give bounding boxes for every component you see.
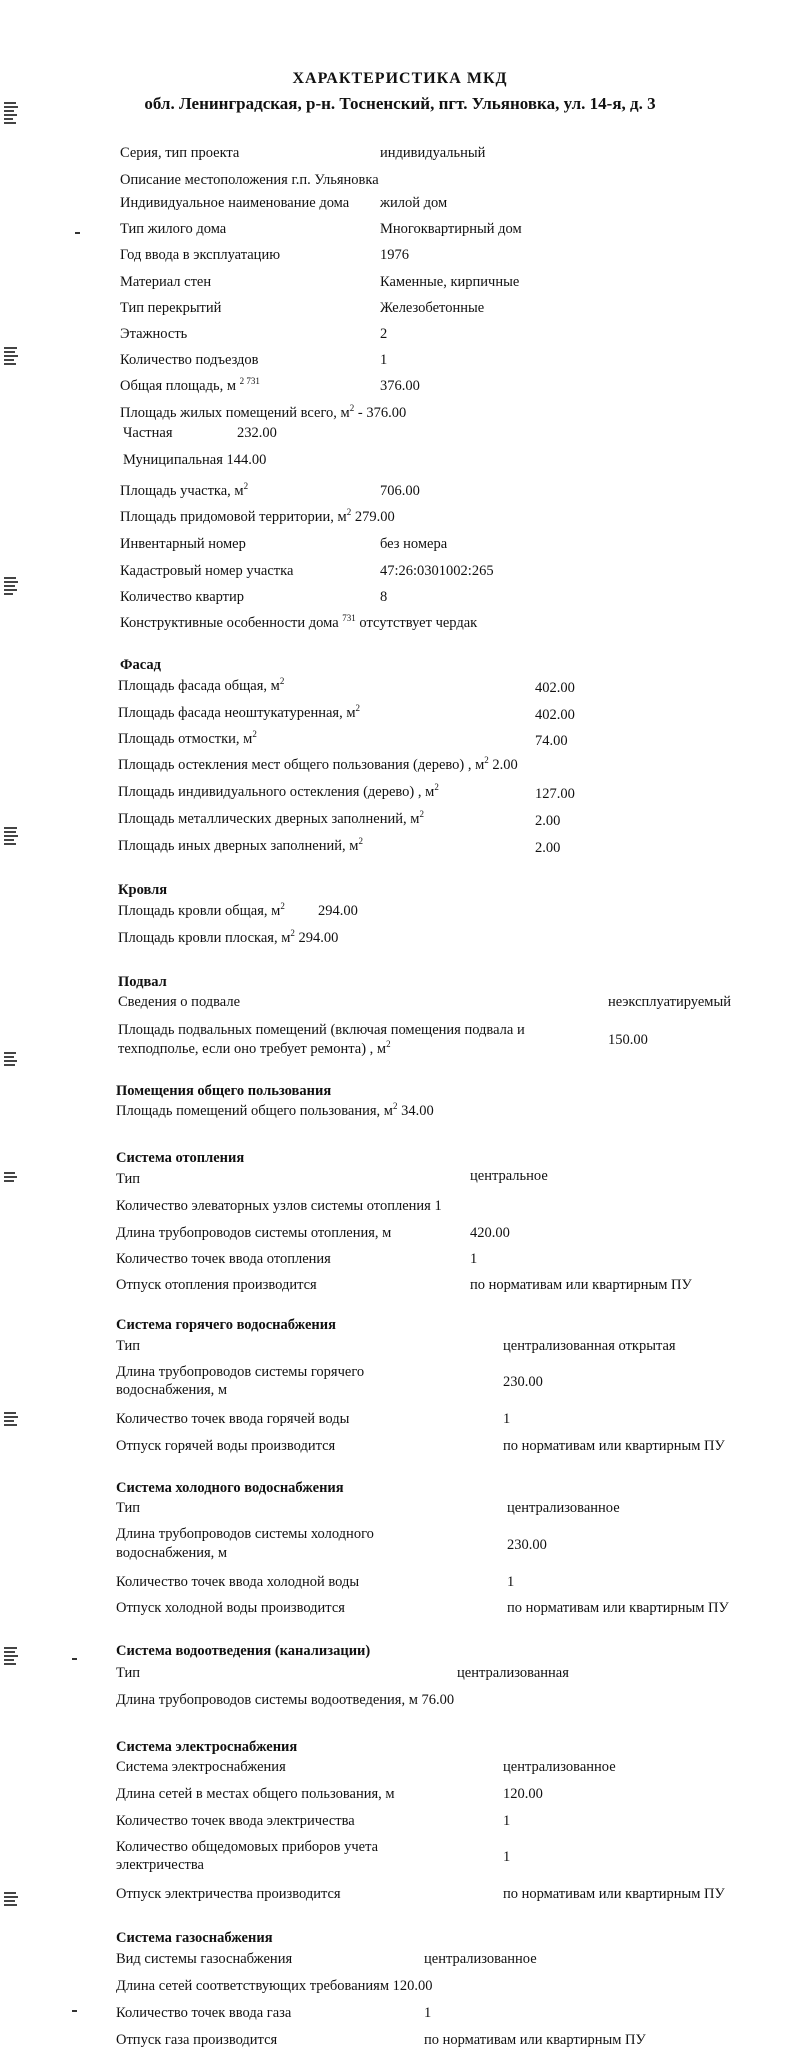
cold-water-supply-label: Отпуск холодной воды производится (116, 1600, 345, 1616)
heating-inputs-label: Количество точек ввода отопления (116, 1251, 331, 1267)
cold-water-supply-value: по нормативам или квартирным ПУ (507, 1600, 729, 1616)
hot-water-pipes-label-2: водоснабжения, м (116, 1382, 228, 1398)
heating-type-value: центральное (470, 1168, 548, 1184)
sewage-pipes-value: 76.00 (421, 1692, 455, 1708)
features-value: отсутствует чердак (359, 615, 478, 631)
scan-mark (4, 1050, 20, 1096)
electric-system-label: Система электроснабжения (116, 1759, 286, 1775)
facade-row: Площадь фасада неоштукатуренная, $м^2$ (118, 703, 361, 721)
gas-inputs-value: 1 (424, 2005, 432, 2021)
flats-value: 8 (380, 589, 388, 605)
electric-system-value: централизованное (503, 1759, 616, 1775)
living-area-value: - 376.00 (357, 405, 407, 421)
house-type-value: Многоквартирный дом (380, 221, 522, 237)
unit-superscript: 2 (484, 755, 489, 766)
common-heading: Помещения общего пользования (116, 1083, 332, 1099)
cadastral-value: 47:26:0301002:265 (380, 563, 494, 579)
gas-type-label: Вид системы газоснабжения (116, 1951, 293, 1967)
scan-dot (72, 1658, 77, 1660)
gas-supply-value: по нормативам или квартирным ПУ (424, 2032, 646, 2048)
common-area-label: Площадь помещений общего пользования, $м^2$ 34.00 (116, 1101, 434, 1119)
entrances-value: 1 (380, 352, 388, 368)
hot-water-supply-value: по нормативам или квартирным ПУ (503, 1438, 725, 1454)
unit-superscript: 2 (419, 809, 424, 820)
unit-superscript: 2 (252, 729, 257, 740)
electric-network-value: 120.00 (503, 1786, 543, 1802)
electric-inputs-label: Количество точек ввода электричества (116, 1813, 355, 1829)
inventory-label: Инвентарный номер (120, 536, 246, 552)
cold-water-pipes-label-2: водоснабжения, м (116, 1545, 228, 1561)
scan-mark (4, 1890, 20, 1936)
house-name-value: жилой дом (380, 195, 448, 211)
heating-inputs-value: 1 (470, 1251, 478, 1267)
total-area-value: 376.00 (380, 378, 420, 394)
electric-supply-label: Отпуск электричества производится (116, 1886, 341, 1902)
facade-heading: Фасад (120, 657, 161, 673)
cadastral-label: Кадастровый номер участка (120, 563, 294, 579)
series-value: индивидуальный (380, 145, 486, 161)
hot-water-supply-label: Отпуск горячей воды производится (116, 1438, 336, 1454)
hot-water-heading: Система горячего водоснабжения (116, 1317, 336, 1333)
electric-heading: Система электроснабжения (116, 1739, 298, 1755)
roof-total-value: 294.00 (318, 903, 358, 919)
facade-value: 74.00 (535, 733, 568, 749)
heating-supply-value: по нормативам или квартирным ПУ (470, 1277, 692, 1293)
basement-info-value: неэксплуатируемый (608, 994, 731, 1010)
scan-mark (4, 1410, 20, 1456)
entrances-label: Количество подъездов (120, 352, 259, 368)
plot-area-label: Площадь участка, $м^2$ (120, 481, 249, 499)
cold-water-inputs-label: Количество точек ввода холодной воды (116, 1574, 360, 1590)
municipal-value: 144.00 (226, 452, 267, 468)
unit-superscript: 2 (358, 836, 363, 847)
gas-type-value: централизованное (424, 1951, 537, 1967)
scan-mark (4, 1645, 20, 1691)
document-address: обл. Ленинградская, р-н. Тосненский, пгт. Ульяновка, ул. 14-я, д. 3 (144, 94, 656, 113)
facade-row: Площадь остекления мест общего пользования (дерево) , $м^2$ 2.00 (118, 755, 518, 773)
sewage-pipes-label: Длина трубопроводов системы водоотведения, м 76.00 (116, 1692, 455, 1708)
facade-value: 402.00 (535, 707, 575, 723)
unit-superscript: 2 (434, 782, 439, 793)
heating-pipes-label: Длина трубопроводов системы отопления, м (116, 1225, 392, 1241)
sewage-type-label: Тип (116, 1665, 141, 1681)
basement-area-value: 150.00 (608, 1032, 648, 1048)
hot-water-pipes-label-1: Длина трубопроводов системы горячего (116, 1364, 365, 1380)
roof-total-label: Площадь кровли общая, $м^2$ (118, 901, 285, 919)
electric-meters-label-1: Количество общедомовых приборов учета (116, 1839, 379, 1855)
basement-heading: Подвал (118, 974, 167, 990)
unit-superscript: 2 (386, 1039, 391, 1050)
cold-water-heading: Система холодного водоснабжения (116, 1480, 344, 1496)
cold-water-pipes-label-1: Длина трубопроводов системы холодного (116, 1526, 374, 1542)
gas-network-label: Длина сетей соответствующих требованиям 120.00 (116, 1978, 433, 1994)
facade-value: 402.00 (535, 680, 575, 696)
basement-info-label: Сведения о подвале (118, 994, 241, 1010)
facade-value: 2.00 (535, 840, 561, 856)
location-line: Описание местоположения г.п. Ульяновка (120, 172, 379, 188)
sewage-heading: Система водоотведения (канализации) (116, 1643, 371, 1659)
roof-flat-value: 294.00 (298, 930, 339, 946)
scan-dot (75, 232, 80, 234)
facade-row: Площадь отмостки, $м^2$ (118, 729, 257, 747)
facade-value: 2.00 (535, 813, 561, 829)
walls-value: Каменные, кирпичные (380, 274, 520, 290)
heating-elevator-value: 1 (434, 1198, 442, 1214)
unit-superscript: 2 (290, 928, 295, 939)
unit-superscript: 2 (346, 507, 352, 518)
scan-mark (4, 100, 20, 146)
unit-superscript: 731 (342, 613, 356, 624)
heating-type-label: Тип (116, 1171, 141, 1187)
year-label: Год ввода в эксплуатацию (120, 247, 281, 263)
year-value: 1976 (380, 247, 409, 263)
municipal-label: Муниципальная 144.00 (123, 452, 267, 468)
gas-inputs-label: Количество точек ввода газа (116, 2005, 292, 2021)
series-label: Серия, тип проекта (120, 145, 240, 161)
cold-water-inputs-value: 1 (507, 1574, 515, 1590)
electric-meters-value: 1 (503, 1849, 511, 1865)
walls-label: Материал стен (120, 274, 212, 290)
electric-meters-label-2: электричества (116, 1857, 204, 1873)
hot-water-type-value: централизованная открытая (503, 1338, 676, 1354)
flats-label: Количество квартир (120, 589, 245, 605)
basement-area-label-2: техподполье, если оно требует ремонта) , $м^2$ (118, 1039, 391, 1057)
cold-water-type-value: централизованное (507, 1500, 620, 1516)
electric-inputs-value: 1 (503, 1813, 511, 1829)
heating-pipes-value: 420.00 (470, 1225, 510, 1241)
scan-mark (4, 575, 20, 621)
hot-water-inputs-value: 1 (503, 1411, 511, 1427)
features-label: Конструктивные особенности дома $^{731}$ отсутствует чердак (120, 613, 478, 631)
floors-type-label: Тип перекрытий (120, 300, 222, 316)
heating-elevator-label: Количество элеваторных узлов системы отопления 1 (116, 1198, 442, 1214)
private-label: Частная (123, 425, 173, 441)
scan-mark (4, 1170, 20, 1216)
electric-supply-value: по нормативам или квартирным ПУ (503, 1886, 725, 1902)
unit-superscript: 2 (279, 676, 285, 687)
unit-superscript: 2 (349, 403, 355, 414)
total-area-label: Общая площадь, м $^{2 731}$ (120, 376, 260, 394)
scan-dot (72, 2010, 77, 2012)
storeys-value: 2 (380, 326, 388, 342)
house-type-label: Тип жилого дома (120, 221, 227, 237)
gas-supply-label: Отпуск газа производится (116, 2032, 278, 2048)
facade-value: 2.00 (492, 757, 518, 773)
unit-superscript: 2 (392, 1101, 398, 1112)
facade-row: Площадь металлических дверных заполнений, $м^2$ (118, 809, 424, 827)
storeys-label: Этажность (120, 326, 188, 342)
living-area-label: Площадь жилых помещений всего, $м^2 - 376.00$ (120, 403, 407, 421)
cold-water-type-label: Тип (116, 1500, 141, 1516)
plot-area-value: 706.00 (380, 483, 420, 499)
facade-row: Площадь фасада общая, $м^2$ (118, 676, 285, 694)
hot-water-inputs-label: Количество точек ввода горячей воды (116, 1411, 350, 1427)
house-name-label: Индивидуальное наименование дома (120, 195, 350, 211)
document-title: ХАРАКТЕРИСТИКА МКД (292, 70, 508, 87)
hot-water-type-label: Тип (116, 1338, 141, 1354)
gas-network-value: 120.00 (392, 1978, 433, 1994)
sewage-type-value: централизованная (457, 1665, 569, 1681)
roof-flat-label: Площадь кровли плоская, $м^2$ 294.00 (118, 928, 339, 946)
inventory-value: без номера (380, 536, 448, 552)
unit-superscript: 2 731 (239, 376, 260, 387)
scan-mark (4, 825, 20, 871)
private-value: 232.00 (237, 425, 277, 441)
roof-heading: Кровля (118, 882, 168, 898)
facade-row: Площадь индивидуального остекления (дерево) , $м^2$ (118, 782, 439, 800)
unit-superscript: 2 (280, 901, 285, 912)
cold-water-pipes-value: 230.00 (507, 1537, 547, 1553)
yard-area-value: 279.00 (354, 509, 395, 525)
unit-superscript: 2 (355, 703, 361, 714)
common-area-value: 34.00 (401, 1103, 434, 1119)
facade-value: 127.00 (535, 786, 575, 802)
unit-superscript: 2 (243, 481, 249, 492)
basement-area-label-1: Площадь подвальных помещений (включая помещения подвала и (118, 1022, 525, 1038)
yard-area-label: Площадь придомовой территории, $м^2$ 279.00 (120, 507, 395, 525)
floors-type-value: Железобетонные (380, 300, 485, 316)
heating-heading: Система отопления (116, 1150, 245, 1166)
heating-supply-label: Отпуск отопления производится (116, 1277, 317, 1293)
hot-water-pipes-value: 230.00 (503, 1374, 543, 1390)
electric-network-label: Длина сетей в местах общего пользования, м (116, 1786, 395, 1802)
scan-mark (4, 345, 20, 391)
gas-heading: Система газоснабжения (116, 1930, 273, 1946)
facade-row: Площадь иных дверных заполнений, $м^2$ (118, 836, 363, 854)
